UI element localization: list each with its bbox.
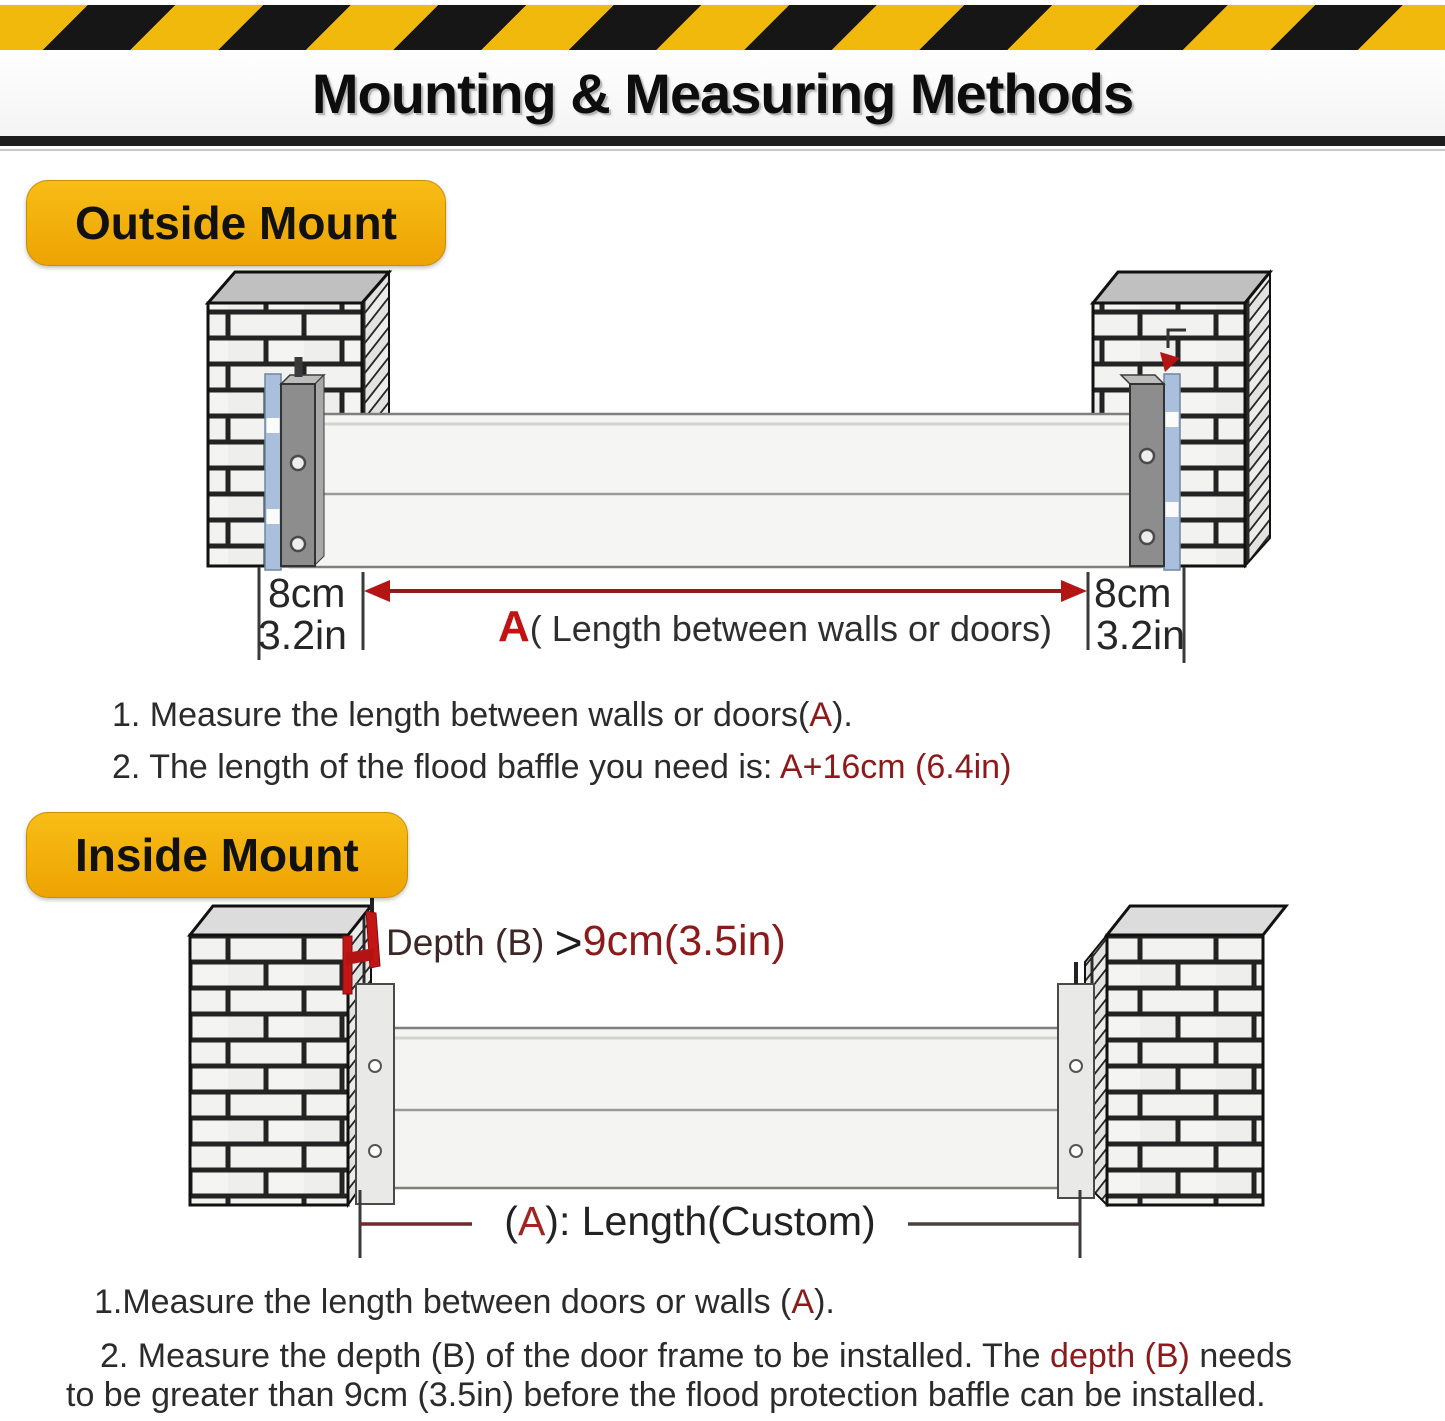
inside-mount-label (26, 812, 408, 898)
inside-step-1 (94, 1283, 835, 1322)
outside-span-label (455, 602, 1095, 652)
outside-left-anchor-pin (295, 357, 303, 377)
inside-length-label (460, 1198, 920, 1245)
inside-right-pillar-front (1107, 935, 1263, 1205)
inside-left-channel (356, 984, 394, 1204)
outside-flood-barrier (290, 414, 1160, 567)
inside-right-channel (1058, 984, 1094, 1198)
outside-right-seal-slot-2 (1166, 502, 1179, 517)
inside-left-pillar-top (190, 906, 371, 935)
inside-step-2-text: 2. Measure the depth (B) of the door frame to be installed. The (100, 1337, 1051, 1375)
inside-length-rest: ): Length(Custom) (545, 1198, 876, 1244)
outside-step-1 (112, 696, 853, 735)
outside-left-seal-slot-2 (267, 509, 280, 524)
outside-step-1-text: 1. Measure the length between walls or doors( (112, 696, 810, 734)
inside-step-1-end: ). (814, 1283, 835, 1321)
inside-step-2-end: needs (1189, 1337, 1292, 1375)
outside-left-dim-in: 3.2in (258, 612, 347, 658)
inside-length-open: ( (504, 1198, 518, 1244)
outside-left-seal-strip (265, 374, 281, 570)
inside-step-2-line1 (100, 1337, 1292, 1376)
outside-span-label-a: A (497, 602, 530, 651)
outside-left-pillar-top (208, 272, 389, 303)
outside-right-pillar-side (1245, 272, 1270, 566)
greater-than-sign: > (554, 917, 583, 970)
inside-depth-value: 9cm(3.5in) (582, 917, 786, 965)
outside-mount-label (26, 180, 446, 266)
outside-right-seal-strip (1164, 374, 1180, 570)
inside-depth-label (386, 916, 786, 971)
inside-step-1-text: 1.Measure the length between doors or walls ( (94, 1283, 792, 1321)
inside-mount-label-text: Inside Mount (75, 829, 359, 881)
outside-right-dim-cm: 8cm (1094, 570, 1172, 616)
outside-span-arrow (364, 580, 1087, 602)
outside-step-2-red: A+16cm (6.4in) (779, 748, 1012, 786)
outside-right-pillar-top (1093, 272, 1270, 303)
inside-right-anchor-pin (1074, 962, 1078, 984)
outside-step-2-text: 2. The length of the flood baffle you need is: (112, 748, 780, 786)
outside-left-seal-slot-1 (267, 418, 280, 433)
inside-step-2-line2: to be greater than 9cm (3.5in) before the flood protection baffle can be installed. (66, 1376, 1266, 1414)
outside-left-dim-cm: 8cm (268, 570, 346, 616)
outside-step-1-red: A (809, 696, 833, 734)
inside-depth-prefix: Depth (B) (386, 922, 555, 963)
page-title: Mounting & Measuring Methods (311, 61, 1134, 125)
outside-step-2 (112, 748, 1011, 787)
inside-length-a: A (517, 1198, 546, 1244)
outside-mount-label-text: Outside Mount (75, 197, 397, 249)
outside-right-seal-slot-1 (1166, 412, 1179, 427)
outside-step-1-end: ). (832, 696, 853, 734)
inside-right-pillar-top (1107, 906, 1286, 935)
inside-flood-barrier (370, 1028, 1086, 1188)
inside-left-pillar-front (190, 935, 348, 1205)
inside-step-2-red: depth (B) (1050, 1337, 1190, 1375)
outside-right-dim-in: 3.2in (1096, 612, 1185, 658)
outside-left-bracket (281, 375, 324, 566)
inside-step-1-red: A (791, 1283, 815, 1321)
outside-span-label-rest: ( Length between walls or doors) (529, 608, 1053, 649)
